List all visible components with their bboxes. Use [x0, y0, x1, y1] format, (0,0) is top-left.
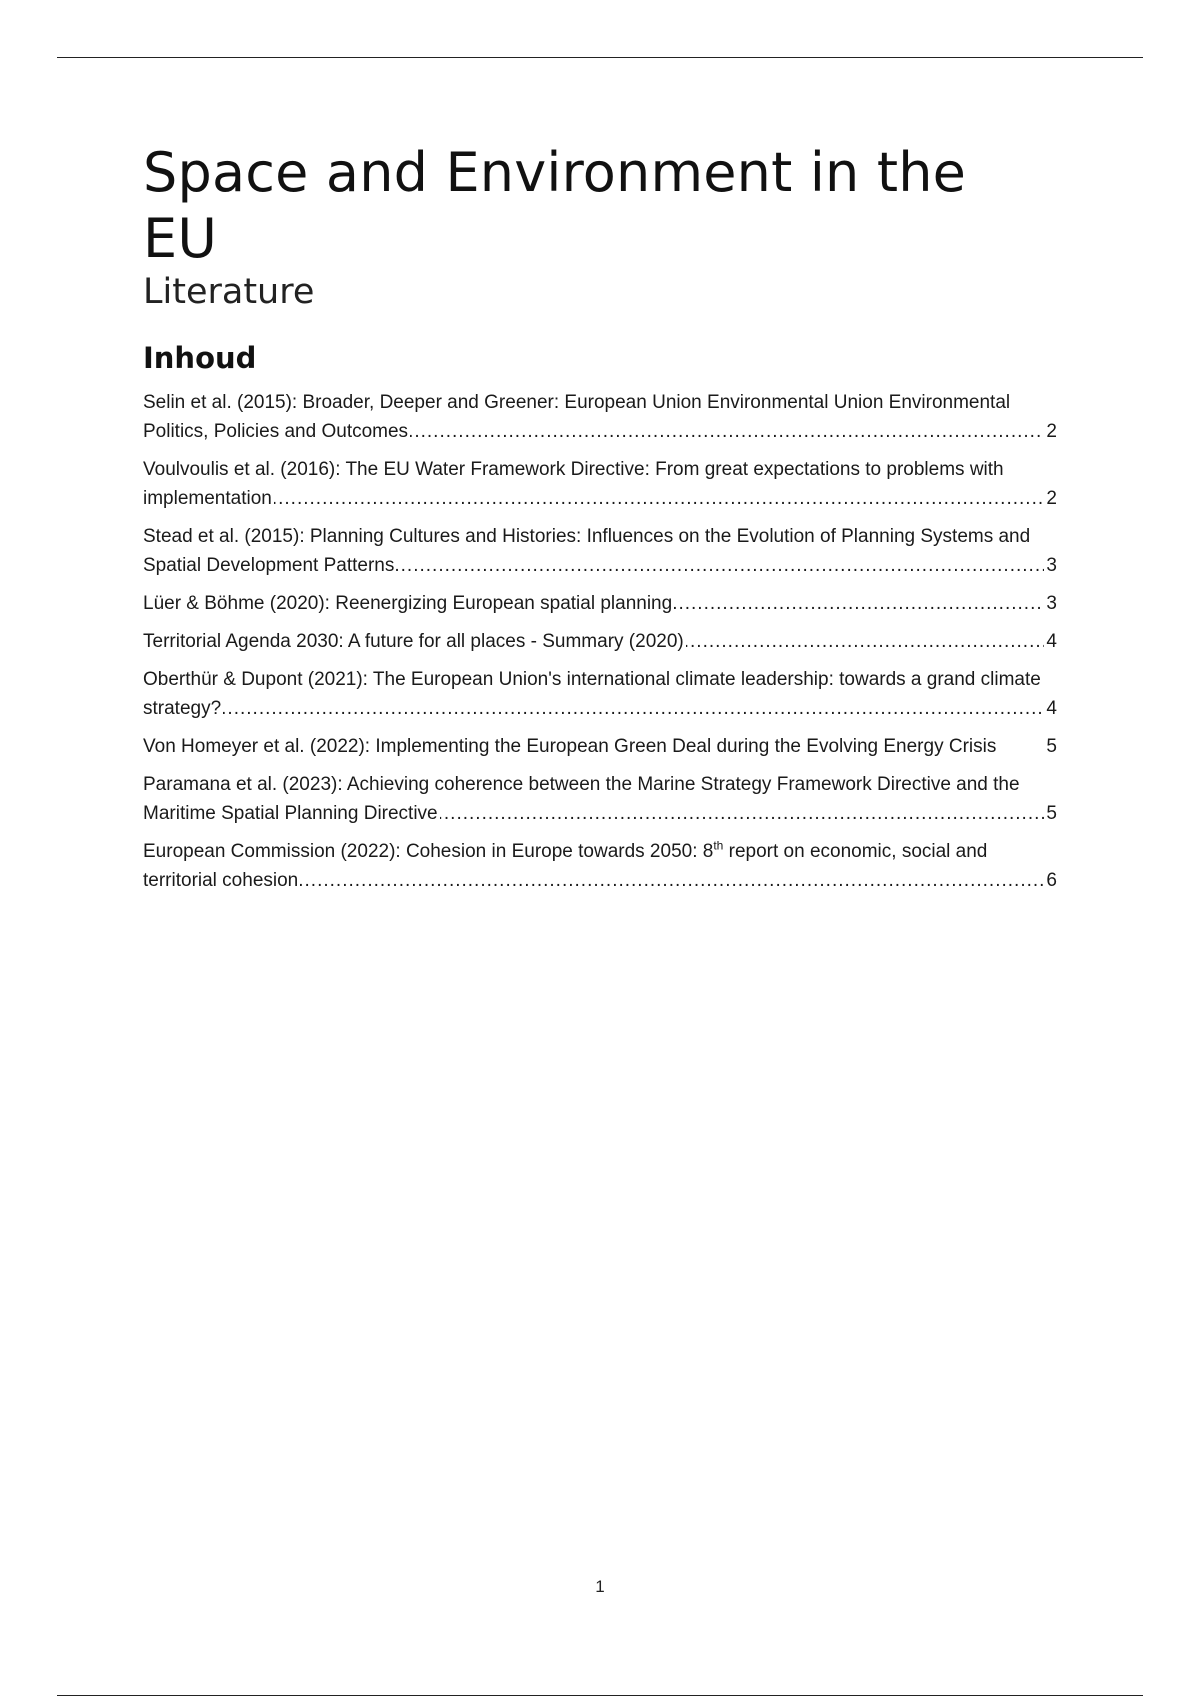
- table-of-contents: [143, 388, 1057, 895]
- toc-entry-text[interactable]: Von Homeyer et al. (2022): Implementing the European Green Deal during the Evolving Energy Crisis: [143, 736, 997, 757]
- toc-entry-text-before: European Commission (2022): Cohesion in Europe towards 2050: 8: [143, 841, 714, 862]
- toc-entry-text[interactable]: Oberthür & Dupont (2021): The European Union's international climate leadership: towards a grand climate strategy? .....: [143, 669, 1041, 719]
- toc-entry-page[interactable]: 5: [1044, 732, 1057, 761]
- document-body: [143, 140, 1057, 904]
- document-title: Space and Environment in the EU: [143, 141, 967, 270]
- toc-entry[interactable]: [143, 455, 1057, 513]
- toc-entry-text-after: report on economic, social and territorial cohesion: [143, 841, 988, 891]
- toc-entry[interactable]: [143, 770, 1057, 828]
- header-rule: [57, 57, 1143, 58]
- toc-entry-text[interactable]: Voulvoulis et al. (2016): The EU Water Framework Directive: From great expectations to problems with implementation .....: [143, 459, 1004, 509]
- toc-entry[interactable]: [143, 589, 1057, 618]
- toc-entry-text[interactable]: Paramana et al. (2023): Achieving coherence between the Marine Strategy Framework Directive and the Maritime Spatial Planning Directive .....: [143, 774, 1020, 824]
- toc-entry-superscript: th: [713, 838, 724, 853]
- toc-entry-page[interactable]: 2: [1044, 417, 1057, 446]
- toc-entry-text[interactable]: [143, 838, 988, 891]
- toc-heading: Inhoud: [143, 341, 257, 375]
- page-number: 1: [595, 1577, 605, 1596]
- toc-entry-text[interactable]: Selin et al. (2015): Broader, Deeper and Greener: European Union Environmental Union Environmental Politics, Policies and Outcomes .....: [143, 392, 1010, 442]
- toc-entry-page[interactable]: 4: [1044, 694, 1057, 723]
- toc-entry-text[interactable]: Lüer & Böhme (2020): Reenergizing European spatial planning .....: [143, 593, 674, 614]
- toc-entry[interactable]: [143, 837, 1057, 895]
- toc-entry-page[interactable]: 4: [1044, 627, 1057, 656]
- toc-entry-text[interactable]: Stead et al. (2015): Planning Cultures and Histories: Influences on the Evolution of Planning Systems and Spatial Development Patterns .....: [143, 526, 1030, 576]
- toc-entry[interactable]: [143, 627, 1057, 656]
- document-subtitle: Literature: [143, 272, 315, 312]
- toc-entry-page[interactable]: 6: [1044, 866, 1057, 895]
- footer-rule: [57, 1695, 1143, 1696]
- toc-entry-page[interactable]: 3: [1044, 589, 1057, 618]
- toc-entry[interactable]: [143, 522, 1057, 580]
- toc-entry[interactable]: [143, 388, 1057, 446]
- toc-entry-text[interactable]: Territorial Agenda 2030: A future for all places - Summary (2020) .....: [143, 631, 686, 652]
- toc-entry-page[interactable]: 3: [1044, 551, 1057, 580]
- toc-entry[interactable]: [143, 732, 1057, 761]
- toc-entry-page[interactable]: 5: [1044, 799, 1057, 828]
- toc-entry[interactable]: [143, 665, 1057, 723]
- toc-entry-page[interactable]: 2: [1044, 484, 1057, 513]
